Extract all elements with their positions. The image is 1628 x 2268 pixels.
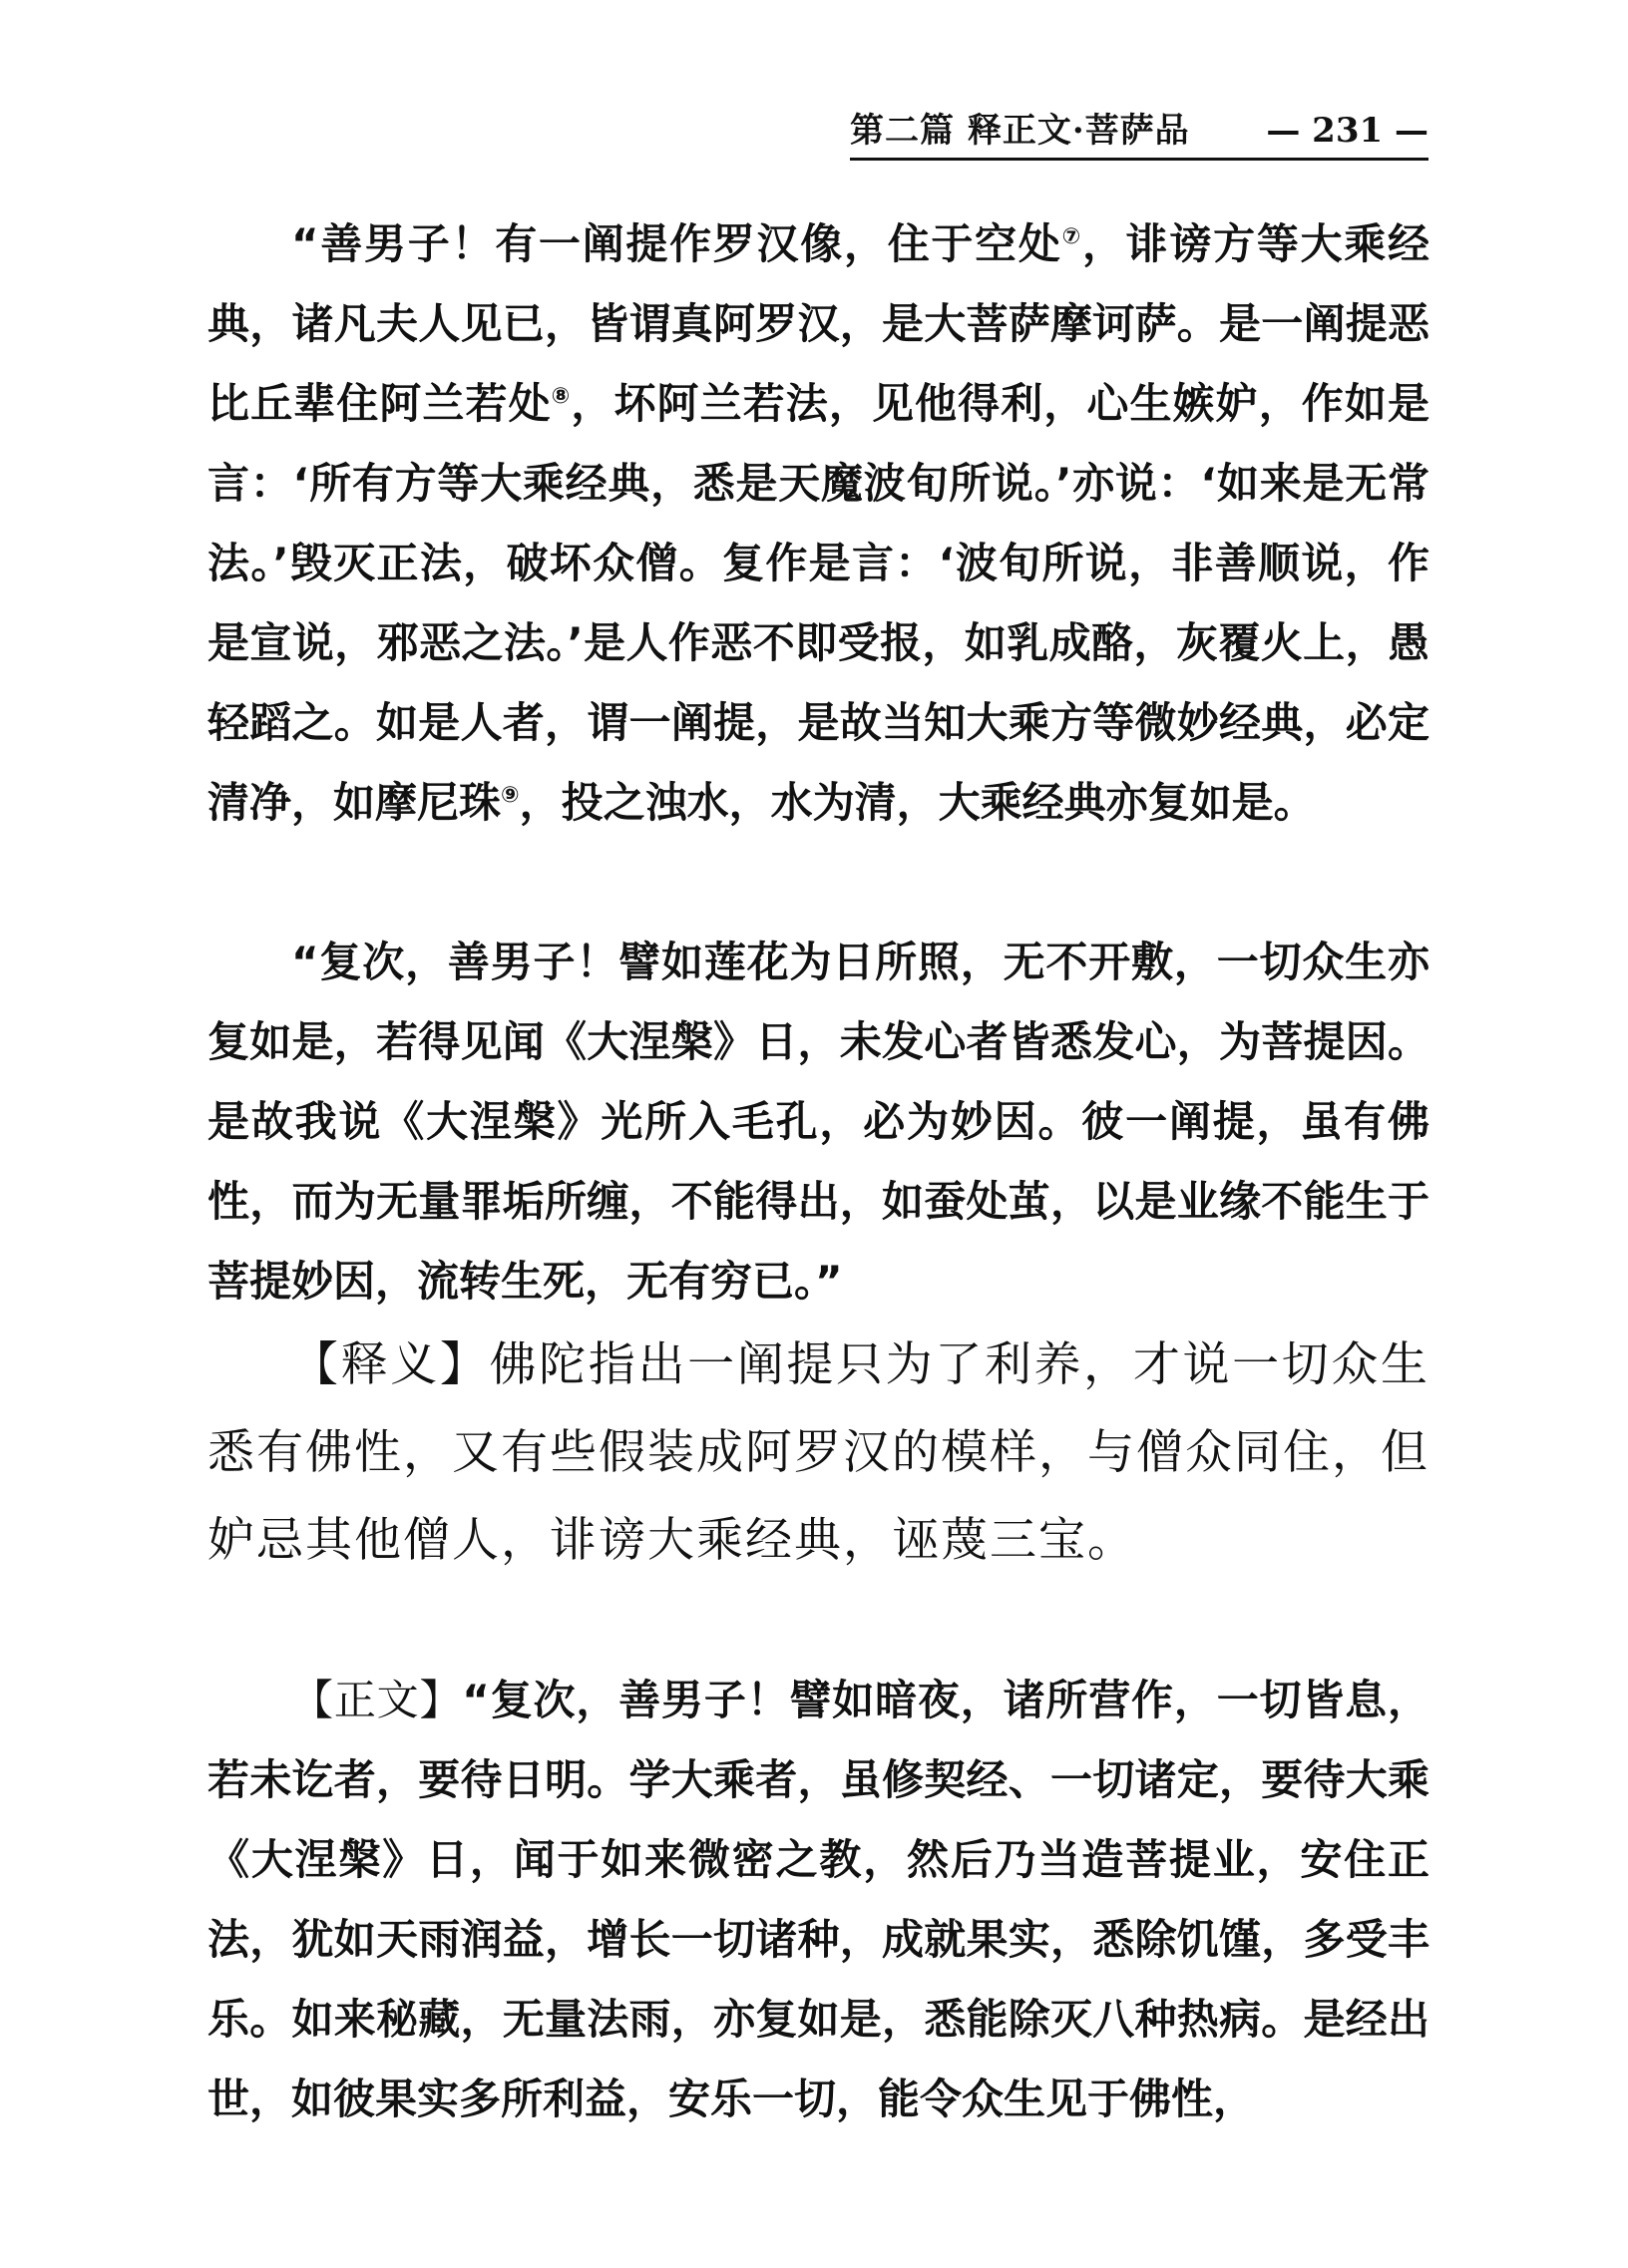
paragraph-1-part-b: ，诽谤方等大乘经典，诸凡夫人见已，皆谓真阿罗汉，是大菩萨摩诃萨。是一阐提恶比丘辈住阿兰若处 (207, 219, 1429, 428)
header-rule (850, 158, 1428, 161)
interpretation-paragraph (207, 1322, 1429, 1585)
footnote-8: ⑧ (551, 384, 572, 409)
main-text-body: “复次，善男子！譬如暗夜，诸所营作，一切皆息，若未讫者，要待日明。学大乘者，虽修契经、一切诸定，要待大乘《大涅槃》日，闻于如来微密之教，然后乃当造菩提业，安住正法，犹如天雨润益，增长一切诸种，成就果实，悉除饥馑，多受丰乐。如来秘藏，无量法雨，亦复如是，悉能除灭八种热病。是经出世，如彼果实多所利益，安乐一切，能令众生见于佛性， (207, 1676, 1429, 2123)
paragraph-1-part-a: “善男子！有一阐提作罗汉像，住于空处 (291, 219, 1062, 268)
paragraph-1-part-c: ，坏阿兰若法，见他得利，心生嫉妒，作如是言：‘所有方等大乘经典，悉是天魔波旬所说。’亦说：‘如来是无常法。’毁灭正法，破坏众僧。复作是言：‘波旬所说，非善顺说，作是宣说，邪恶之法。’是人作恶不即受报，如乳成酪，灰覆火上，愚轻蹈之。如是人者，谓一阐提，是故当知大乘方等微妙经典，必定清净，如摩尼珠 (207, 379, 1429, 827)
scripture-paragraph-1 (207, 204, 1429, 843)
main-text-paragraph (207, 1661, 1429, 2139)
interpretation-label: 【释义】 (291, 1337, 490, 1392)
footnote-7: ⑦ (1061, 224, 1082, 249)
main-text-label: 【正文】 (291, 1676, 463, 1724)
running-header (850, 106, 1428, 156)
interpretation-text: 佛陀指出一阐提只为了利养，才说一切众生悉有佛性，又有些假装成阿罗汉的模样，与僧众同住，但妒忌其他僧人，诽谤大乘经典，诬蔑三宝。 (207, 1337, 1430, 1568)
scripture-paragraph-2: “复次，善男子！譬如莲花为日所照，无不开敷，一切众生亦复如是，若得见闻《大涅槃》日，未发心者皆悉发心，为菩提因。是故我说《大涅槃》光所入毛孔，必为妙因。彼一阐提，虽有佛性，而为无量罪垢所缠，不能得出，如蚕处茧，以是业缘不能生于菩提妙因，流转生死，无有穷已。” (207, 938, 1429, 1306)
footnote-9: ⑨ (501, 783, 520, 808)
header-title: 第二篇 释正文·菩萨品 (850, 111, 1190, 151)
paragraph-1-part-d: ，投之浊水，水为清，大乘经典亦复如是。 (519, 778, 1316, 827)
page-number: — 231 — (1266, 111, 1428, 151)
